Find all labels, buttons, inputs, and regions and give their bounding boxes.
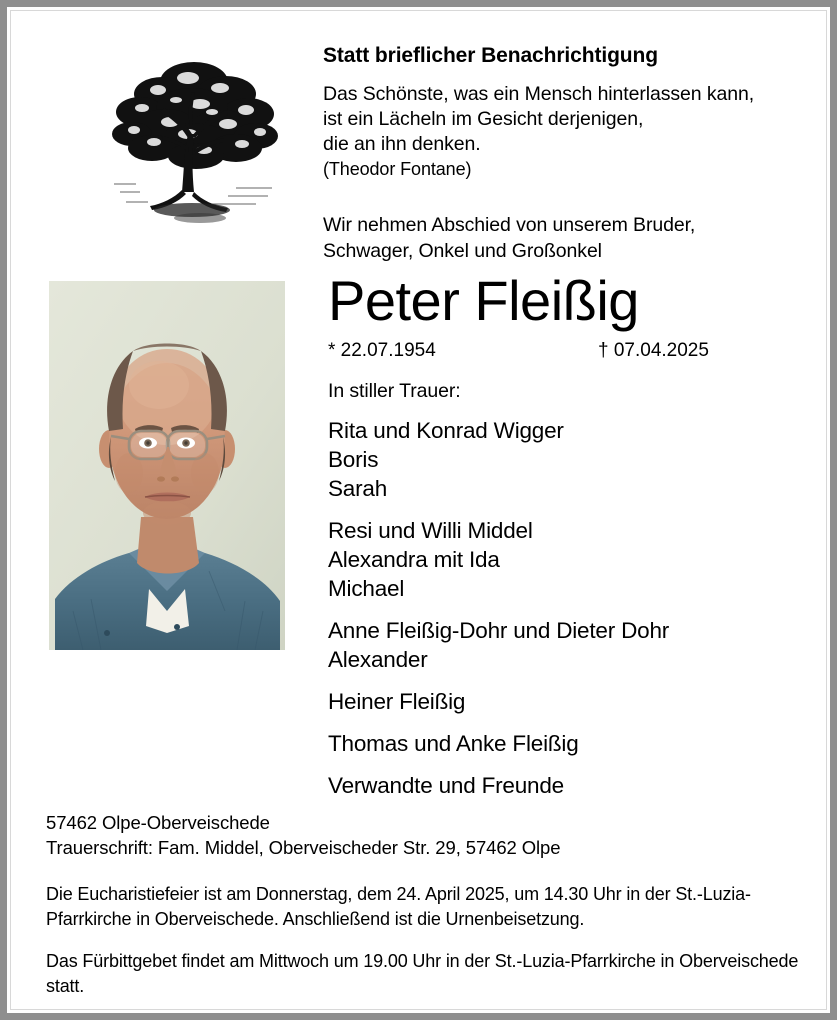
service-details [46, 882, 805, 999]
farewell-intro-line-2: Schwager, Onkel und Großonkel [323, 239, 602, 262]
mourners-list [328, 416, 817, 800]
mourner-group [328, 771, 817, 800]
tree-illustration-icon [96, 42, 296, 232]
quote-attribution: (Theodor Fontane) [323, 159, 472, 180]
service-paragraph-2: Das Fürbittgebet findet am Mittwoch um 19.00 Uhr in der St.-Luzia-Pfarrkirche in Oberveischede statt. [46, 951, 799, 996]
notice-text-column [323, 10, 817, 800]
service-paragraph-1: Die Eucharistiefeier ist am Donnerstag, dem 24. April 2025, um 14.30 Uhr in der St.-Luzia-Pfarrkirche in Oberveischede. Anschließend ist die Urnenbeisetzung. [46, 884, 751, 929]
birth-date: * 22.07.1954 [328, 339, 436, 361]
mourners-heading: In stiller Trauer: [328, 379, 461, 402]
life-dates [328, 340, 817, 366]
mourner-group [328, 616, 817, 674]
mourner-group [328, 729, 817, 758]
mourner-line: Anne Fleißig-Dohr und Dieter Dohr [328, 617, 670, 643]
farewell-intro-line-1: Wir nehmen Abschied von unserem Bruder, [323, 214, 696, 237]
mourner-line: Resi und Willi Middel [328, 517, 533, 543]
mourner-line: Heiner Fleißig [328, 688, 466, 714]
death-date: † 07.04.2025 [598, 339, 709, 361]
memorial-quote [323, 82, 817, 182]
mourner-line: Alexander [328, 646, 428, 672]
quote-line-3: die an ihn denken. [323, 133, 481, 156]
mourner-line: Boris [328, 446, 379, 472]
mourner-group [328, 516, 817, 603]
header-line: Statt brieflicher Benachrichtigung [323, 44, 658, 67]
notice-upper-section [10, 10, 827, 798]
farewell-intro [323, 213, 817, 264]
condolence-address-line: Trauerschrift: Fam. Middel, Oberveischeder Str. 29, 57462 Olpe [46, 837, 561, 858]
location-line: 57462 Olpe-Oberveischede [46, 812, 270, 833]
quote-line-1: Das Schönste, was ein Mensch hinterlassen kann, [323, 83, 755, 106]
mourner-group [328, 416, 817, 503]
mourner-line: Verwandte und Freunde [328, 772, 564, 798]
notice-footer [46, 810, 805, 999]
quote-line-2: ist ein Lächeln im Gesicht derjenigen, [323, 108, 644, 131]
mourner-group [328, 687, 817, 716]
mourner-line: Sarah [328, 475, 388, 501]
mourner-line: Thomas und Anke Fleißig [328, 730, 579, 756]
mourner-line: Michael [328, 575, 405, 601]
notice-inner-frame [7, 7, 830, 1013]
mourner-line: Alexandra mit Ida [328, 546, 500, 572]
mourner-line: Rita und Konrad Wigger [328, 417, 564, 443]
deceased-name: Peter Fleißig [328, 269, 639, 333]
portrait-photo [49, 281, 285, 650]
